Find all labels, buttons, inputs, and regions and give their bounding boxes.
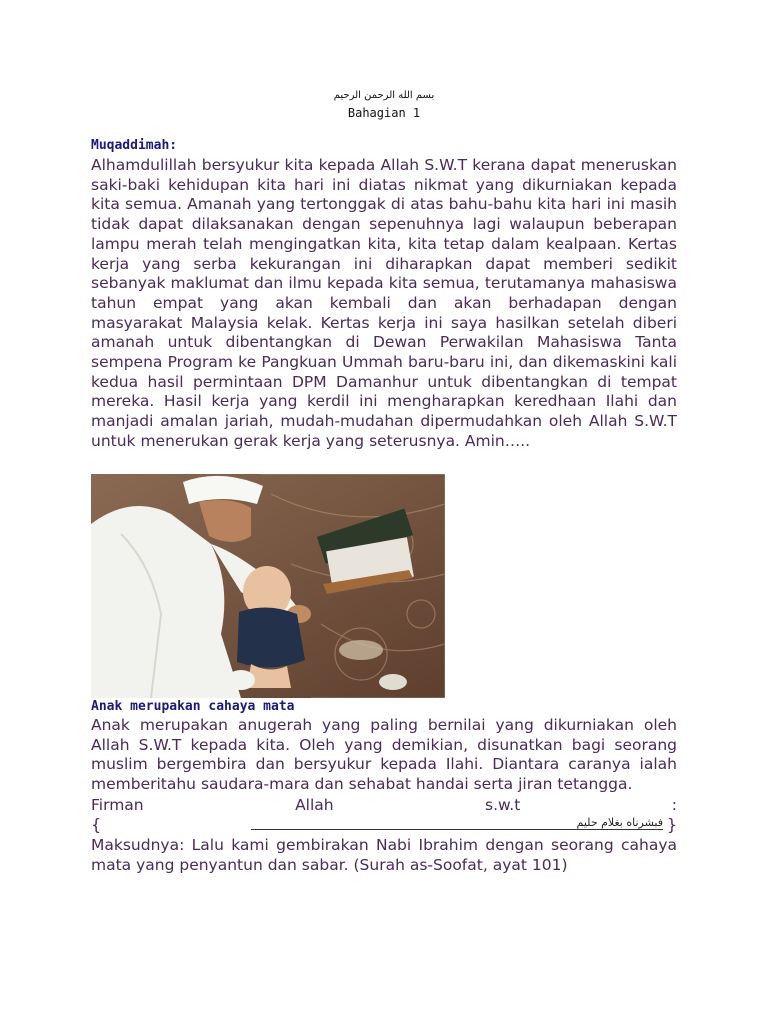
intro-paragraph: Alhamdulillah bersyukur kita kepada Allah S.W.T kerana dapat meneruskan saki-baki kehidupan kita hari ini diatas nikmat yang dikurniakan kepada kita semua. Amanah yang tertonggak di atas bahu-bahu kita hari ini masih tidak dapat dilaksanakan dengan sepenuhnya lagi walaupun beberapan lampu merah telah mengingatkan kita, kita tetap dalam kealpaan. Kertas kerja yang serba kekurangan ini diharapkan dapat memberi sedikit sebanyak maklumat dan ilmu kepada kita semua, terutamanya mahasiswa tahun empat yang akan kembali dan akan berhadapan dengan masyarakat Malaysia kelak. Kertas kerja ini saya hasilkan setelah diberi amanah untuk dibentangkan di Dewan Perwakilan Mahasiswa Tanta sempena Program ke Pangkuan Ummah baru-baru ini, dan dikemaskini kali kedua hasil permintaan DPM Damanhur untuk dibentangkan di tempat mereka. Hasil kerja yang kerdil ini mengharapkan keredhaan Ilahi dan manjadi amalan jariah, mudah-mudahan dipermudahkan oleh Allah S.W.T untuk menerukan gerak kerja yang seterusnya. Amin…..	[91, 156, 677, 450]
anak-paragraph: Anak merupakan anugerah yang paling bernilai yang dikurniakan oleh Allah S.W.T kepada kita. Oleh yang demikian, disunatkan bagi seorang muslim bergembira dan bersyukur kepada Ilahi. Diantara caranya ialah memberitahu saudara-mara dan sehabat handai serta jiran tetangga.	[91, 716, 677, 794]
section-heading-muqaddimah: Muqaddimah:	[91, 138, 178, 153]
verse-arabic-text: فبشرناه بغلام حليم	[251, 817, 663, 830]
firman-word: Firman	[91, 796, 144, 814]
firman-line	[91, 796, 677, 814]
section-heading-anak: Anak merupakan cahaya mata	[91, 699, 295, 714]
verse-close-brace: }	[666, 815, 677, 834]
verse-open-brace: {	[91, 815, 102, 834]
colon: :	[671, 796, 677, 814]
swt-word: s.w.t	[485, 796, 521, 814]
verse-meaning: Maksudnya: Lalu kami gembirakan Nabi Ibrahim dengan seorang cahaya mata yang penyantun dan sabar. (Surah as-Soofat, ayat 101)	[91, 836, 677, 874]
allah-word: Allah	[295, 796, 334, 814]
part-label: Bahagian 1	[347, 106, 421, 120]
father-and-baby-photo	[91, 474, 445, 698]
photo-illustration	[91, 474, 445, 698]
bismillah-text: بسم الله الرحمن الرحيم	[333, 90, 435, 101]
quran-verse	[91, 815, 677, 835]
